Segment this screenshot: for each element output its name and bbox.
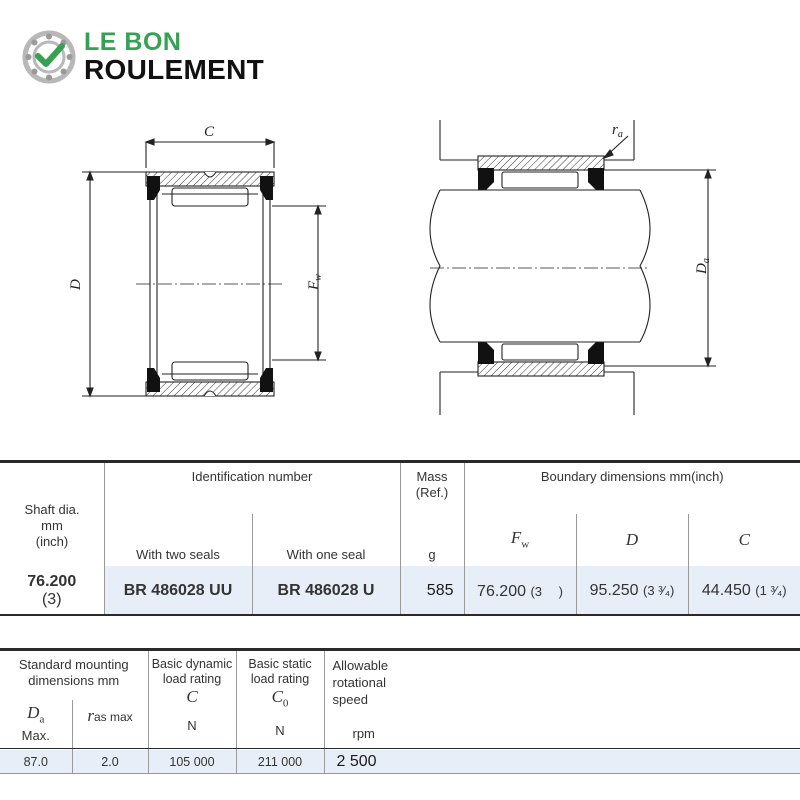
cell-c: 44.450 (1 ³⁄₄) xyxy=(688,566,800,616)
header-speed-line2: rotational xyxy=(332,675,386,690)
cell-shaft-inch: (3) xyxy=(41,590,62,608)
bearing-drawings xyxy=(0,110,800,430)
cell-one-seal: BR 486028 U xyxy=(252,566,400,616)
cell-shaft xyxy=(0,566,104,616)
cell-two-seals: BR 486028 UU xyxy=(104,566,252,616)
header-dynamic-line2: load rating xyxy=(162,672,222,686)
header-mass xyxy=(400,462,464,514)
header-da: $D_a$ Max. xyxy=(0,700,72,750)
header-c: C xyxy=(688,514,800,566)
dim-label-da: $D_a$ xyxy=(694,258,712,274)
header-shaft-label: Shaft dia. xyxy=(24,502,80,517)
header-speed xyxy=(324,650,800,750)
header-d: D xyxy=(576,514,688,566)
header-two-seals: With two seals xyxy=(104,514,252,566)
cell-mass: 585 xyxy=(400,566,464,616)
header-identification: Identification number xyxy=(104,462,400,514)
brand-logo xyxy=(22,26,322,86)
table1-bottom-rule xyxy=(0,614,800,616)
header-da-max: Max. xyxy=(21,727,50,743)
bearing-spec-table xyxy=(0,460,800,616)
header-boundary: Boundary dimensions mm(inch) xyxy=(464,462,800,514)
header-static-line2: load rating xyxy=(250,672,310,686)
dim-label-ra: $r_a$ xyxy=(612,122,623,140)
header-speed-line1: Allowable xyxy=(332,658,389,673)
header-mass-unit: g xyxy=(400,514,464,566)
cell-shaft-mm: 76.200 xyxy=(27,572,77,590)
cell-speed: 2 500 xyxy=(324,750,800,774)
header-dynamic-line1: Basic dynamic xyxy=(151,657,233,671)
brand-name-line2: ROULEMENT xyxy=(84,54,265,85)
header-mass-label: Mass xyxy=(416,469,448,484)
cell-ras: 2.0 xyxy=(72,750,148,774)
header-static-load xyxy=(236,650,324,750)
header-mounting-line2: dimensions mm xyxy=(28,673,120,688)
brand-name-line1: LE BON xyxy=(84,28,182,56)
table2-mid-rule xyxy=(0,748,800,749)
bearing-check-icon xyxy=(22,30,76,84)
header-dynamic-symbol: C xyxy=(186,687,198,706)
header-static-line1: Basic static xyxy=(248,657,312,671)
header-dynamic-load xyxy=(148,650,236,750)
header-shaft-inch: (inch) xyxy=(35,534,69,549)
mounting-spec-table xyxy=(0,648,800,774)
header-static-unit: N xyxy=(275,723,285,739)
header-one-seal: With one seal xyxy=(252,514,400,566)
header-fw: $F_w$ xyxy=(464,514,576,566)
header-mounting xyxy=(0,650,148,700)
cell-static-load: 211 000 xyxy=(236,750,324,774)
cell-dynamic-load: 105 000 xyxy=(148,750,236,774)
dim-label-fw: $F_w$ xyxy=(306,274,324,290)
mounting-drawing xyxy=(430,120,716,415)
header-static-symbol: $C_0$ xyxy=(271,687,289,710)
header-speed-unit: rpm xyxy=(352,726,375,741)
header-speed-line3: speed xyxy=(332,692,368,707)
table2-bottom-rule xyxy=(0,773,800,774)
header-mass-ref: (Ref.) xyxy=(415,485,449,500)
cell-da: 87.0 xyxy=(0,750,72,774)
header-shaft-mm: mm xyxy=(41,518,63,533)
header-shaft xyxy=(0,502,104,550)
header-dynamic-unit: N xyxy=(187,718,197,733)
header-mounting-line1: Standard mounting xyxy=(18,657,129,672)
cell-fw: 76.200 (3 ) xyxy=(464,566,576,616)
dim-label-c: C xyxy=(204,124,215,140)
bearing-section-drawing xyxy=(82,139,326,396)
cell-d: 95.250 (3 ³⁄₄) xyxy=(576,566,688,616)
header-ras: ras max xyxy=(72,700,148,750)
dim-label-d: D xyxy=(68,279,84,290)
